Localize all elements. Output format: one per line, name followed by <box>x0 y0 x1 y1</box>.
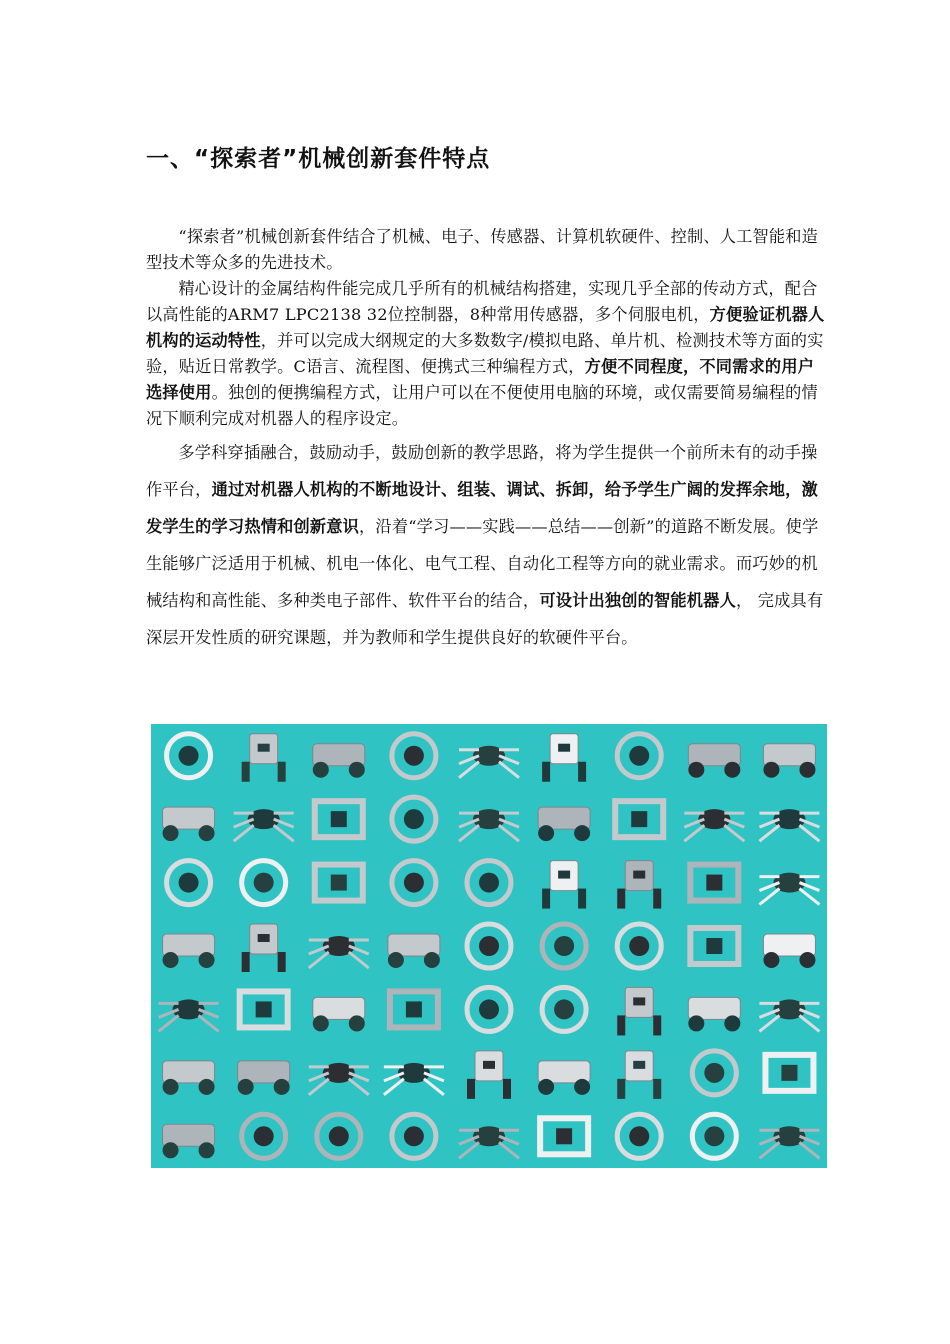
robot-model-thumbnail <box>163 1061 215 1095</box>
robot-model-thumbnail <box>163 934 215 968</box>
robot-model-thumbnail <box>163 1124 215 1158</box>
robot-model-thumbnail <box>759 873 819 905</box>
robot-model-thumbnail <box>617 734 661 778</box>
robot-model-thumbnail <box>313 744 365 778</box>
robot-model-thumbnail <box>542 987 586 1031</box>
robot-model-thumbnail <box>542 861 586 909</box>
robot-model-thumbnail <box>167 734 211 778</box>
emphasis-run-4: 方便不同程度，不同需求的用户选择使用 <box>146 357 815 402</box>
body-text <box>146 224 826 656</box>
robot-model-thumbnail <box>692 1114 736 1158</box>
robot-model-thumbnail <box>617 1114 661 1158</box>
robot-model-thumbnail <box>309 1063 369 1095</box>
robot-model-thumbnail <box>542 924 586 968</box>
robot-model-thumbnail <box>392 861 436 905</box>
robot-model-thumbnail <box>467 1051 511 1099</box>
text-run-3: ，并可以完成大纲规定的大多数数字/模拟电路、单片机、检测技术等方面的实验，贴近日常教学。C语言、流程图、便携式三种编程方式， <box>146 331 824 376</box>
robot-model-thumbnail <box>392 1114 436 1158</box>
robot-model-thumbnail <box>392 797 436 841</box>
robot-model-thumbnail <box>688 997 740 1031</box>
robot-model-thumbnail <box>759 809 819 841</box>
robot-model-thumbnail <box>542 734 586 782</box>
robot-model-thumbnail <box>690 928 738 964</box>
robot-model-thumbnail <box>459 1126 519 1158</box>
section-heading: 一、“探索者”机械创新套件特点 <box>146 146 491 172</box>
robot-model-thumbnail <box>617 861 661 909</box>
robot-model-thumbnail <box>617 987 661 1035</box>
robot-model-thumbnail <box>240 991 288 1027</box>
robot-model-thumbnail <box>467 987 511 1031</box>
robot-model-thumbnail <box>242 924 286 972</box>
robot-model-thumbnail <box>684 809 744 841</box>
robot-model-thumbnail <box>692 1051 736 1095</box>
robot-model-thumbnail <box>615 801 663 837</box>
robot-model-thumbnail <box>759 999 819 1031</box>
emphasis-run-2: 方便验证机器人机构的运动特性 <box>146 305 825 350</box>
robot-model-thumbnail <box>617 924 661 968</box>
text-run-3: ，沿着“学习——实践——总结——创新”的道路不断发展。使学生能够广泛适用于机械、机电一体化、电气工程、自动化工程等方向的就业需求。而巧妙的机械结构和高性能、多种类电子部件、软件平台的结合， <box>146 517 819 610</box>
text-run-5: ， 完成具有深层开发性质的研究课题，并为教师和学生提供良好的软硬件平台。 <box>146 591 824 647</box>
robot-kit-collage-photo <box>151 724 827 1168</box>
robot-model-thumbnail <box>163 807 215 841</box>
text-run-1: 多学科穿插融合，鼓励动手，鼓励创新的教学思路，将为学生提供一个前所未有的动手操作平台， <box>146 443 818 499</box>
robot-collage-graphic <box>151 724 827 1168</box>
robot-model-thumbnail <box>467 861 511 905</box>
robot-model-thumbnail <box>167 861 211 905</box>
robot-model-thumbnail <box>763 744 815 778</box>
robot-model-thumbnail <box>384 1063 444 1095</box>
robot-model-thumbnail <box>234 809 294 841</box>
robot-model-thumbnail <box>392 734 436 778</box>
robot-model-thumbnail <box>617 1051 661 1099</box>
robot-model-thumbnail <box>159 999 219 1031</box>
text-run-5: 。独创的便携编程方式，让用户可以在不便使用电脑的环境，或仅需要简易编程的情况下顺利完成对机器人的程序设定。 <box>146 383 818 428</box>
robot-model-thumbnail <box>459 746 519 778</box>
robot-model-thumbnail <box>388 934 440 968</box>
robot-model-thumbnail <box>763 934 815 968</box>
robot-model-thumbnail <box>313 997 365 1031</box>
robot-model-thumbnail <box>242 734 286 782</box>
robot-model-thumbnail <box>317 1114 361 1158</box>
robot-model-thumbnail <box>315 865 363 901</box>
robot-model-thumbnail <box>467 924 511 968</box>
robot-model-thumbnail <box>315 801 363 837</box>
robot-model-thumbnail <box>242 861 286 905</box>
paragraph-1 <box>146 224 826 276</box>
robot-model-thumbnail <box>765 1055 813 1091</box>
robot-model-thumbnail <box>690 865 738 901</box>
robot-model-thumbnail <box>540 1118 588 1154</box>
text-run-1: 精心设计的金属结构件能完成几乎所有的机械结构搭建，实现几乎全部的传动方式，配合以高性能的ARM7 LPC2138 32位控制器，8种常用传感器，多个伺服电机， <box>146 279 818 324</box>
robot-model-thumbnail <box>459 809 519 841</box>
robot-model-thumbnail <box>759 1126 819 1158</box>
paragraph-2 <box>146 276 826 432</box>
text-run-1: “探索者”机械创新套件结合了机械、电子、传感器、计算机软硬件、控制、人工智能和造型技术等众多的先进技术。 <box>146 227 819 272</box>
robot-model-thumbnail <box>390 991 438 1027</box>
emphasis-run-2: 通过对机器人机构的不断地设计、组装、调试、拆卸，给予学生广阔的发挥余地，激发学生的学习热情和创新意识 <box>146 480 818 536</box>
robot-model-thumbnail <box>242 1114 286 1158</box>
robot-model-thumbnail <box>538 1061 590 1095</box>
robot-model-thumbnail <box>538 807 590 841</box>
robot-model-thumbnail <box>238 1061 290 1095</box>
paragraph-3 <box>146 434 826 656</box>
emphasis-run-4: 可设计出独创的智能机器人 <box>539 591 736 610</box>
robot-model-thumbnail <box>688 744 740 778</box>
robot-model-thumbnail <box>309 936 369 968</box>
